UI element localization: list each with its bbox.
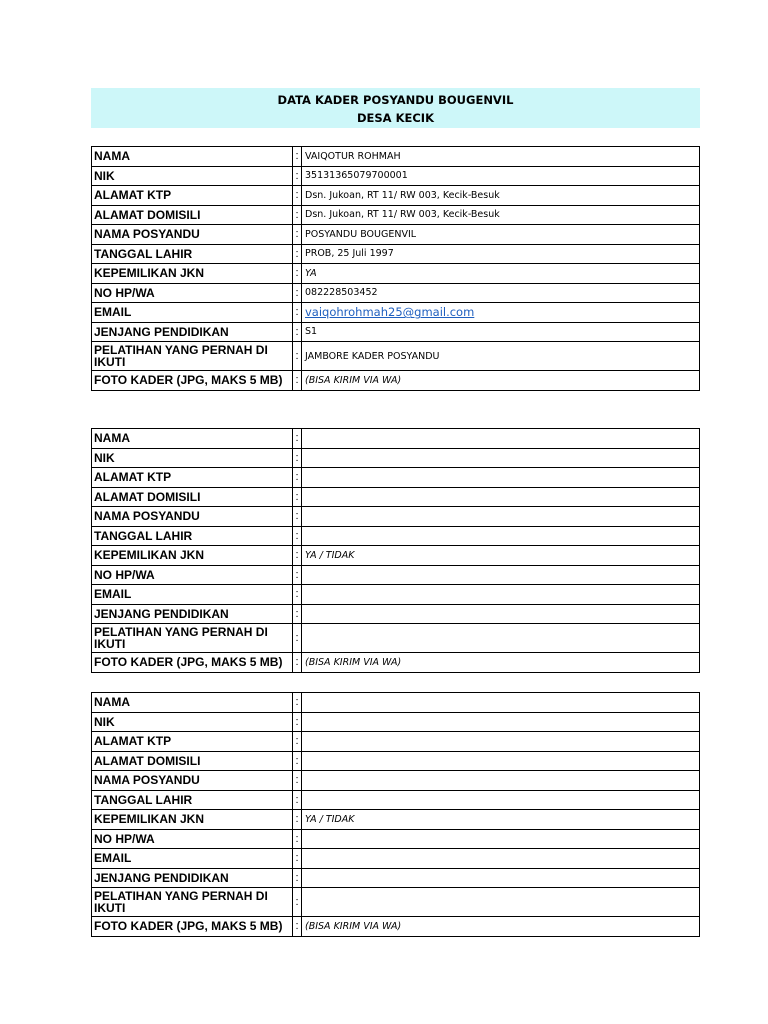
colon: : — [293, 565, 302, 585]
field-jenjang-pendidikan[interactable]: S1 — [302, 322, 700, 342]
colon: : — [293, 693, 302, 713]
label-email: EMAIL — [92, 303, 293, 323]
field-nik[interactable] — [302, 448, 700, 468]
label-kepemilikan-jkn: KEPEMILIKAN JKN — [92, 546, 293, 566]
form-row-foto-kader — [92, 653, 700, 673]
field-alamat-ktp[interactable] — [302, 732, 700, 752]
field-jenjang-pendidikan[interactable] — [302, 604, 700, 624]
label-no-hp: NO HP/WA — [92, 283, 293, 303]
form-row-nik — [92, 712, 700, 732]
form-row-no-hp — [92, 829, 700, 849]
form-row-nik — [92, 448, 700, 468]
form-row-kepemilikan-jkn — [92, 264, 700, 284]
label-no-hp: NO HP/WA — [92, 829, 293, 849]
form-row-nama-posyandu — [92, 771, 700, 791]
form-row-tanggal-lahir — [92, 790, 700, 810]
label-nama: NAMA — [92, 147, 293, 167]
form-row-pelatihan — [92, 624, 700, 653]
form-row-jenjang-pendidikan — [92, 604, 700, 624]
label-alamat-domisili: ALAMAT DOMISILI — [92, 205, 293, 225]
colon: : — [293, 283, 302, 303]
form-row-jenjang-pendidikan — [92, 322, 700, 342]
label-alamat-domisili: ALAMAT DOMISILI — [92, 487, 293, 507]
field-email[interactable] — [302, 849, 700, 869]
field-kepemilikan-jkn[interactable]: YA / TIDAK — [302, 810, 700, 830]
label-jenjang-pendidikan: JENJANG PENDIDIKAN — [92, 604, 293, 624]
label-tanggal-lahir: TANGGAL LAHIR — [92, 526, 293, 546]
form-row-nama-posyandu — [92, 507, 700, 527]
kader-form-3 — [91, 692, 700, 937]
document-title: DATA KADER POSYANDU BOUGENVIL — [277, 93, 514, 107]
colon: : — [293, 264, 302, 284]
field-nik[interactable]: 35131365079700001 — [302, 166, 700, 186]
colon: : — [293, 653, 302, 673]
form-row-no-hp — [92, 565, 700, 585]
colon: : — [293, 868, 302, 888]
label-alamat-ktp: ALAMAT KTP — [92, 732, 293, 752]
form-row-nama-posyandu — [92, 225, 700, 245]
field-foto-kader[interactable]: (BISA KIRIM VIA WA) — [302, 917, 700, 937]
field-tanggal-lahir[interactable] — [302, 790, 700, 810]
kader-form-2 — [91, 428, 700, 673]
field-alamat-domisili[interactable]: Dsn. Jukoan, RT 11/ RW 003, Kecik-Besuk — [302, 205, 700, 225]
field-email[interactable] — [302, 585, 700, 605]
field-no-hp[interactable] — [302, 829, 700, 849]
field-alamat-ktp[interactable]: Dsn. Jukoan, RT 11/ RW 003, Kecik-Besuk — [302, 186, 700, 206]
label-tanggal-lahir: TANGGAL LAHIR — [92, 790, 293, 810]
colon: : — [293, 546, 302, 566]
colon: : — [293, 526, 302, 546]
field-nama-posyandu[interactable] — [302, 507, 700, 527]
colon: : — [293, 829, 302, 849]
colon: : — [293, 771, 302, 791]
form-row-jenjang-pendidikan — [92, 868, 700, 888]
form-row-email — [92, 303, 700, 323]
form-row-foto-kader — [92, 917, 700, 937]
colon: : — [293, 888, 302, 917]
field-foto-kader[interactable]: (BISA KIRIM VIA WA) — [302, 653, 700, 673]
colon: : — [293, 507, 302, 527]
form-row-tanggal-lahir — [92, 526, 700, 546]
field-tanggal-lahir[interactable]: PROB, 25 Juli 1997 — [302, 244, 700, 264]
form-row-kepemilikan-jkn — [92, 546, 700, 566]
field-alamat-ktp[interactable] — [302, 468, 700, 488]
label-nama: NAMA — [92, 429, 293, 449]
label-nik: NIK — [92, 712, 293, 732]
label-email: EMAIL — [92, 585, 293, 605]
colon: : — [293, 468, 302, 488]
label-nama-posyandu: NAMA POSYANDU — [92, 225, 293, 245]
label-tanggal-lahir: TANGGAL LAHIR — [92, 244, 293, 264]
field-tanggal-lahir[interactable] — [302, 526, 700, 546]
colon: : — [293, 917, 302, 937]
colon: : — [293, 732, 302, 752]
form-row-alamat-ktp — [92, 732, 700, 752]
field-pelatihan[interactable] — [302, 888, 700, 917]
field-foto-kader[interactable]: (BISA KIRIM VIA WA) — [302, 371, 700, 391]
label-pelatihan: PELATIHAN YANG PERNAH DI IKUTI — [92, 624, 293, 653]
colon: : — [293, 487, 302, 507]
field-email — [302, 303, 700, 323]
label-kepemilikan-jkn: KEPEMILIKAN JKN — [92, 264, 293, 284]
label-nik: NIK — [92, 448, 293, 468]
field-alamat-domisili[interactable] — [302, 751, 700, 771]
colon: : — [293, 849, 302, 869]
field-nama-posyandu[interactable]: POSYANDU BOUGENVIL — [302, 225, 700, 245]
field-nama[interactable] — [302, 429, 700, 449]
form-row-email — [92, 849, 700, 869]
label-nik: NIK — [92, 166, 293, 186]
label-jenjang-pendidikan: JENJANG PENDIDIKAN — [92, 868, 293, 888]
label-pelatihan: PELATIHAN YANG PERNAH DI IKUTI — [92, 342, 293, 371]
field-nik[interactable] — [302, 712, 700, 732]
label-foto-kader: FOTO KADER (JPG, MAKS 5 MB) — [92, 917, 293, 937]
label-nama: NAMA — [92, 693, 293, 713]
form-row-nama — [92, 147, 700, 167]
email-link[interactable]: vaiqohrohmah25@gmail.com — [305, 305, 475, 320]
colon: : — [293, 810, 302, 830]
form-row-nama — [92, 429, 700, 449]
colon: : — [293, 585, 302, 605]
field-nama[interactable]: VAIQOTUR ROHMAH — [302, 147, 700, 167]
colon: : — [293, 225, 302, 245]
label-foto-kader: FOTO KADER (JPG, MAKS 5 MB) — [92, 371, 293, 391]
colon: : — [293, 147, 302, 167]
form-row-kepemilikan-jkn — [92, 810, 700, 830]
form-row-email — [92, 585, 700, 605]
field-kepemilikan-jkn[interactable]: YA — [302, 264, 700, 284]
form-row-nik — [92, 166, 700, 186]
colon: : — [293, 166, 302, 186]
label-foto-kader: FOTO KADER (JPG, MAKS 5 MB) — [92, 653, 293, 673]
colon: : — [293, 429, 302, 449]
field-pelatihan[interactable] — [302, 624, 700, 653]
label-nama-posyandu: NAMA POSYANDU — [92, 771, 293, 791]
colon: : — [293, 751, 302, 771]
form-row-alamat-domisili — [92, 205, 700, 225]
label-pelatihan: PELATIHAN YANG PERNAH DI IKUTI — [92, 888, 293, 917]
form-row-alamat-domisili — [92, 487, 700, 507]
form-row-tanggal-lahir — [92, 244, 700, 264]
colon: : — [293, 244, 302, 264]
label-alamat-ktp: ALAMAT KTP — [92, 468, 293, 488]
kader-form-1 — [91, 146, 700, 391]
field-jenjang-pendidikan[interactable] — [302, 868, 700, 888]
label-jenjang-pendidikan: JENJANG PENDIDIKAN — [92, 322, 293, 342]
colon: : — [293, 322, 302, 342]
colon: : — [293, 624, 302, 653]
colon: : — [293, 303, 302, 323]
form-row-pelatihan — [92, 342, 700, 371]
field-no-hp[interactable] — [302, 565, 700, 585]
field-alamat-domisili[interactable] — [302, 487, 700, 507]
form-row-alamat-ktp — [92, 186, 700, 206]
colon: : — [293, 712, 302, 732]
colon: : — [293, 342, 302, 371]
field-no-hp[interactable]: 082228503452 — [302, 283, 700, 303]
field-pelatihan[interactable]: JAMBORE KADER POSYANDU — [302, 342, 700, 371]
label-alamat-ktp: ALAMAT KTP — [92, 186, 293, 206]
field-kepemilikan-jkn[interactable]: YA / TIDAK — [302, 546, 700, 566]
form-row-nama — [92, 693, 700, 713]
label-kepemilikan-jkn: KEPEMILIKAN JKN — [92, 810, 293, 830]
field-nama-posyandu[interactable] — [302, 771, 700, 791]
form-row-alamat-ktp — [92, 468, 700, 488]
document-subtitle: DESA KECIK — [357, 111, 434, 125]
label-email: EMAIL — [92, 849, 293, 869]
field-nama[interactable] — [302, 693, 700, 713]
form-row-foto-kader — [92, 371, 700, 391]
form-row-no-hp — [92, 283, 700, 303]
label-nama-posyandu: NAMA POSYANDU — [92, 507, 293, 527]
colon: : — [293, 186, 302, 206]
form-row-pelatihan — [92, 888, 700, 917]
colon: : — [293, 604, 302, 624]
colon: : — [293, 205, 302, 225]
colon: : — [293, 371, 302, 391]
colon: : — [293, 448, 302, 468]
label-no-hp: NO HP/WA — [92, 565, 293, 585]
label-alamat-domisili: ALAMAT DOMISILI — [92, 751, 293, 771]
form-row-alamat-domisili — [92, 751, 700, 771]
document-header — [91, 88, 700, 128]
colon: : — [293, 790, 302, 810]
